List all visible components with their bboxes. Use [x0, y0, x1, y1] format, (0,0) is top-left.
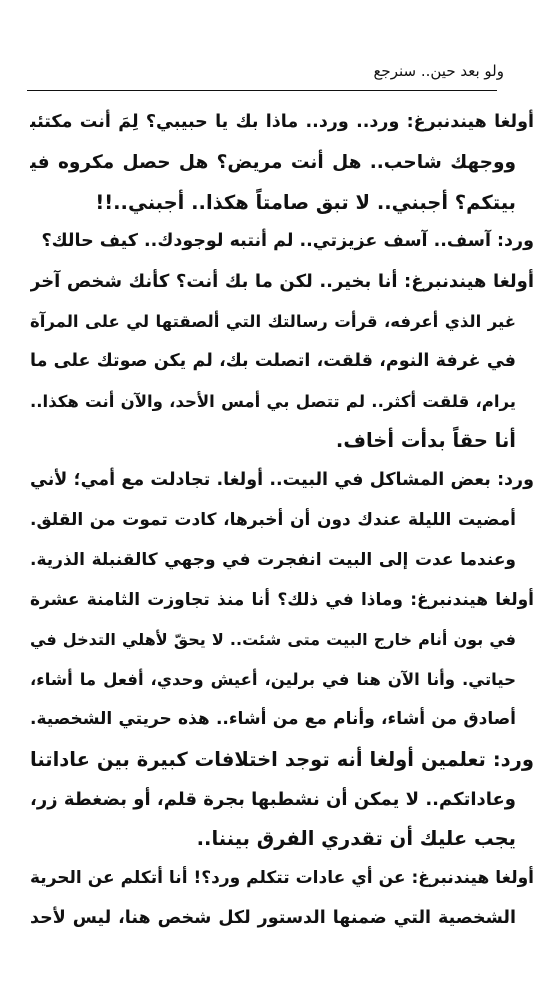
- body-text: [30, 103, 534, 939]
- text-line: أصادق من أشاء، وأنام مع من أشاء.. هذه حريتي الشخصية.: [30, 708, 516, 729]
- text-line: أولغا هيندنبرغ: وماذا في ذلك؟ أنا منذ تجاوزت الثامنة عشرة: [30, 589, 534, 610]
- text-line: في بون أنام خارج البيت متى شئت.. لا يحقّ لأهلي التدخل في: [30, 630, 516, 650]
- text-line: وعاداتكم.. لا يمكن أن نشطبها بجرة قلم، أو بضغطة زر،: [30, 788, 516, 810]
- text-line: في غرفة النوم، قلقت، اتصلت بك، لم يكن صوتك على ما: [30, 350, 516, 371]
- text-line: ورد: آسف.. آسف عزيزتي.. لم أنتبه لوجودك.. كيف حالك؟: [41, 231, 534, 252]
- text-line: يجب عليك أن تقدري الفرق بيننا..: [196, 827, 516, 851]
- text-line: أمضيت الليلة عندك دون أن أخبرها، كادت تموت من القلق.: [30, 509, 516, 530]
- text-line: بيتكم؟ أجبني.. لا تبق صامتاً هكذا.. أجبني..!!: [95, 190, 516, 214]
- text-line: أولغا هيندنبرغ: أنا بخير.. لكن ما بك أنت؟ كأنك شخص آخر: [30, 271, 534, 293]
- text-line: ورد: بعض المشاكل في البيت.. أولغا. تجادلت مع أمي؛ لأني: [30, 470, 534, 491]
- text-line: الشخصية التي ضمنها الدستور لكل شخص هنا، ليس لأحد: [30, 907, 516, 928]
- text-line: يرام، قلقت أكثر.. لم تتصل بي أمس الأحد، والآن أنت هكذا..: [30, 391, 516, 411]
- text-line: حياتي. وأنا الآن هنا في برلين، أعيش وحدي، أفعل ما أشاء،: [30, 670, 516, 690]
- text-line: وعندما عدت إلى البيت انفجرت في وجهي كالقنبلة الذرية.: [30, 549, 516, 570]
- header-rule: [27, 90, 497, 91]
- running-header: ولو بعد حين.. سنرجع: [373, 62, 504, 80]
- text-line: أولغا هيندنبرغ: عن أي عادات تتكلم ورد؟! أنا أتكلم عن الحرية: [30, 868, 534, 889]
- text-line: غير الذي أعرفه، قرأت رسالتك التي ألصقتها لي على المرآة: [30, 311, 516, 331]
- text-line: أولغا هيندنبرغ: ورد.. ورد.. ماذا بك يا حبيبي؟ لِمَ أنت مكتئب: [30, 112, 534, 132]
- text-line: ورد: تعلمين أولغا أنه توجد اختلافات كبيرة بين عاداتنا: [30, 747, 534, 771]
- text-line: أنا حقاً بدأت أخاف.: [335, 429, 516, 453]
- text-line: ووجهك شاحب.. هل أنت مريض؟ هل حصل مكروه في: [30, 151, 516, 173]
